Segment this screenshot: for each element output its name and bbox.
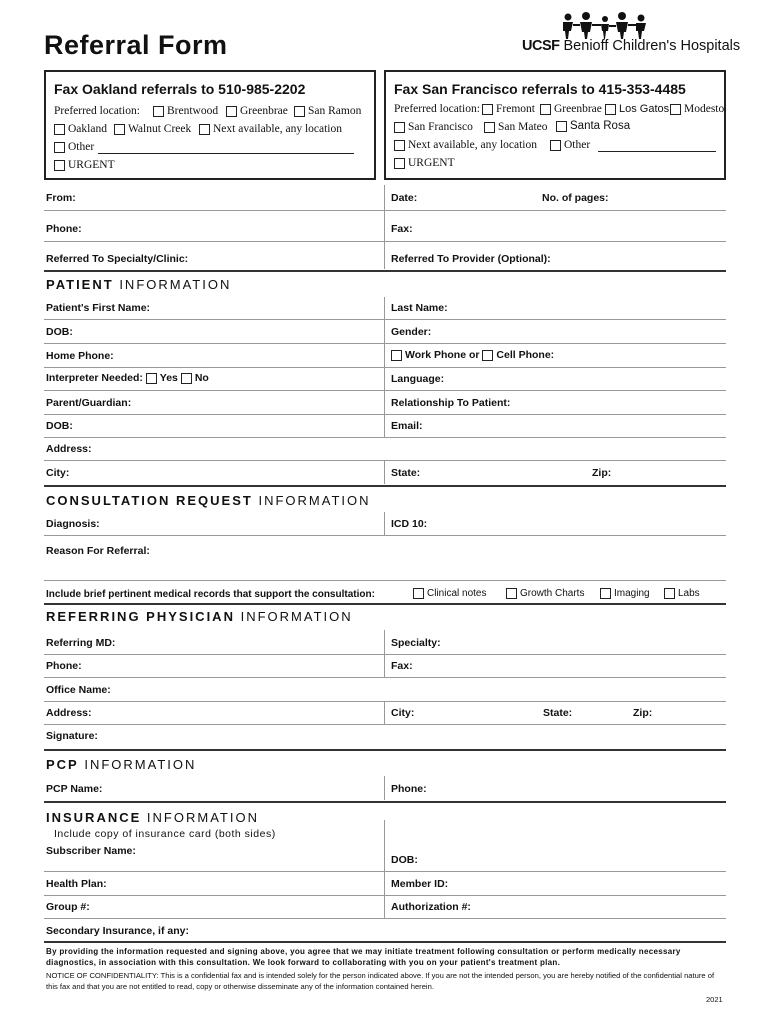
subscriber-dob-field[interactable]: DOB:	[391, 854, 418, 866]
checkbox[interactable]	[550, 140, 561, 151]
section-divider	[44, 801, 726, 803]
sf-option-modesto[interactable]: Modesto	[670, 103, 724, 115]
record-option-labs[interactable]: Labs	[664, 588, 700, 599]
checkbox[interactable]	[484, 122, 495, 133]
checkbox[interactable]	[226, 106, 237, 117]
referral-phone-field[interactable]: Phone:	[46, 223, 82, 235]
divider	[44, 343, 726, 344]
ucsf-wordmark: UCSF	[522, 38, 560, 54]
divider	[44, 724, 726, 725]
work-phone-field[interactable]: Work Phone or Cell Phone:	[391, 349, 554, 361]
checkbox[interactable]	[600, 588, 611, 599]
sf-option-san-francisco[interactable]: San Francisco	[394, 121, 473, 133]
oakland-other-line[interactable]	[98, 153, 354, 154]
record-option-growth-charts[interactable]: Growth Charts	[506, 588, 584, 599]
column-divider	[384, 461, 385, 484]
checkbox[interactable]	[391, 350, 402, 361]
consent-statement: By providing the information requested and signing above, you agree that we may initiate treatment following consultation or perform medically necessary diagnostics, in association with this consultation. We look forward to collaborating with you on your patient's treatment plan.	[46, 947, 681, 967]
patient-dob-field[interactable]: DOB:	[46, 326, 73, 338]
sf-fax-title: Fax San Francisco referrals to 415-353-4485	[394, 81, 686, 97]
group-number-field[interactable]: Group #:	[46, 901, 90, 913]
pcp-phone-field[interactable]: Phone:	[391, 783, 427, 795]
physician-section-heading: REFERRING PHYSICIAN INFORMATION	[46, 609, 353, 624]
column-divider	[384, 702, 385, 724]
icd10-field[interactable]: ICD 10:	[391, 518, 428, 530]
hospital-name-text: Benioff Children's Hospitals	[563, 38, 741, 54]
checkbox[interactable]	[506, 588, 517, 599]
checkbox[interactable]	[394, 122, 405, 133]
patient-state-field[interactable]: State:	[391, 467, 421, 479]
pcp-name-field[interactable]: PCP Name:	[46, 783, 103, 795]
oakland-option-next-available[interactable]: Next available, any location	[199, 123, 342, 135]
oakland-option-oakland[interactable]: Oakland	[54, 123, 107, 135]
checkbox[interactable]	[482, 350, 493, 361]
sf-option-other[interactable]: Other	[550, 139, 590, 151]
oakland-fax-box	[44, 70, 376, 180]
oakland-urgent[interactable]: URGENT	[54, 159, 115, 171]
children-family-icon	[558, 12, 670, 40]
checkbox[interactable]	[482, 104, 493, 115]
oakland-option-other[interactable]: Other	[54, 141, 94, 153]
signature-field[interactable]: Signature:	[46, 730, 98, 742]
sf-urgent[interactable]: URGENT	[394, 157, 455, 169]
reason-field[interactable]: Reason For Referral:	[46, 545, 150, 557]
section-divider	[44, 270, 726, 272]
physician-city-field[interactable]: City:	[391, 707, 415, 719]
sf-option-santa-rosa[interactable]: Santa Rosa	[556, 120, 630, 132]
hospital-logo	[522, 12, 741, 60]
checkbox[interactable]	[54, 124, 65, 135]
patient-zip-field[interactable]: Zip:	[592, 467, 612, 479]
checkbox[interactable]	[605, 104, 616, 115]
patient-city-field[interactable]: City:	[46, 467, 70, 479]
physician-phone-field[interactable]: Phone:	[46, 660, 82, 672]
checkbox[interactable]	[670, 104, 681, 115]
checkbox[interactable]	[394, 158, 405, 169]
divider	[44, 390, 726, 391]
relationship-field[interactable]: Relationship To Patient:	[391, 397, 511, 409]
physician-fax-field[interactable]: Fax:	[391, 660, 413, 672]
home-phone-field[interactable]: Home Phone:	[46, 350, 114, 362]
patient-section-heading: PATIENT INFORMATION	[46, 277, 232, 292]
checkbox[interactable]	[153, 106, 164, 117]
sf-preferred-label: Preferred location:	[394, 103, 480, 115]
checkbox[interactable]	[394, 140, 405, 151]
pages-field[interactable]: No. of pages:	[542, 192, 609, 204]
diagnosis-field[interactable]: Diagnosis:	[46, 518, 100, 530]
section-divider	[44, 485, 726, 487]
email-field[interactable]: Email:	[391, 420, 423, 432]
divider	[44, 580, 726, 581]
sf-option-los-gatos[interactable]: Los Gatos	[605, 103, 669, 115]
divider	[44, 918, 726, 919]
records-field: Include brief pertinent medical records that support the consultation:	[46, 589, 375, 600]
divider	[44, 871, 726, 872]
sf-fax-box	[384, 70, 726, 180]
language-field[interactable]: Language:	[391, 373, 445, 385]
guardian-dob-field[interactable]: DOB:	[46, 420, 73, 432]
subscriber-name-field[interactable]: Subscriber Name:	[46, 845, 136, 857]
member-id-field[interactable]: Member ID:	[391, 878, 449, 890]
sf-option-next-available[interactable]: Next available, any location	[394, 139, 537, 151]
checkbox[interactable]	[664, 588, 675, 599]
divider	[44, 677, 726, 678]
oakland-option-walnut-creek[interactable]: Walnut Creek	[114, 123, 191, 135]
checkbox[interactable]	[54, 142, 65, 153]
divider	[44, 535, 726, 536]
checkbox[interactable]	[146, 373, 157, 384]
interpreter-field[interactable]: Interpreter Needed: Yes No	[46, 372, 209, 384]
health-plan-field[interactable]: Health Plan:	[46, 878, 107, 890]
oakland-option-greenbrae[interactable]: Greenbrae	[226, 105, 288, 117]
hospital-name	[522, 38, 740, 54]
column-divider	[384, 776, 385, 800]
checkbox[interactable]	[556, 121, 567, 132]
checkbox[interactable]	[199, 124, 210, 135]
record-option-clinical-notes[interactable]: Clinical notes	[413, 588, 486, 599]
divider	[44, 701, 726, 702]
divider	[44, 241, 726, 242]
divider	[44, 414, 726, 415]
referral-fax-field[interactable]: Fax:	[391, 223, 413, 235]
checkbox[interactable]	[181, 373, 192, 384]
patient-first-name-field[interactable]: Patient's First Name:	[46, 302, 151, 314]
patient-address-field[interactable]: Address:	[46, 443, 92, 455]
from-field[interactable]: From:	[46, 192, 76, 204]
column-divider	[384, 512, 385, 535]
section-divider	[44, 749, 726, 751]
checkbox[interactable]	[540, 104, 551, 115]
checkbox[interactable]	[413, 588, 424, 599]
divider	[44, 895, 726, 896]
physician-state-field[interactable]: State:	[543, 707, 573, 719]
sf-option-fremont[interactable]: Fremont	[482, 103, 535, 115]
column-divider	[384, 630, 385, 678]
column-divider	[384, 297, 385, 437]
insurance-section-heading: INSURANCE INFORMATION	[46, 810, 259, 825]
checkbox[interactable]	[114, 124, 125, 135]
insurance-card-note: Include copy of insurance card (both sides)	[54, 828, 276, 840]
sf-other-line[interactable]	[598, 151, 716, 152]
section-divider	[44, 941, 726, 943]
oakland-preferred-label: Preferred location:	[54, 105, 140, 117]
record-option-imaging[interactable]: Imaging	[600, 588, 650, 599]
confidentiality-notice: NOTICE OF CONFIDENTIALITY: This is a confidential fax and is intended solely for the person indicated above. If you are not the intended person, you are hereby notified of the confidential nature of this fax and that you are not entitled to read, copy or otherwise disseminate any of the information contained herein.	[46, 971, 715, 991]
divider	[44, 460, 726, 461]
divider	[44, 367, 726, 368]
column-divider	[384, 185, 385, 269]
section-divider	[44, 603, 726, 605]
column-divider	[384, 820, 385, 918]
divider	[44, 437, 726, 438]
sf-option-greenbrae[interactable]: Greenbrae	[540, 103, 602, 115]
physician-zip-field[interactable]: Zip:	[633, 707, 653, 719]
divider	[44, 654, 726, 655]
consultation-section-heading: CONSULTATION REQUEST INFORMATION	[46, 493, 371, 508]
page-title: Referral Form	[44, 30, 228, 60]
patient-gender-field[interactable]: Gender:	[391, 326, 432, 338]
physician-specialty-field[interactable]: Specialty:	[391, 637, 441, 649]
checkbox[interactable]	[54, 160, 65, 171]
checkbox[interactable]	[294, 106, 305, 117]
date-field[interactable]: Date:	[391, 192, 418, 204]
oakland-fax-title: Fax Oakland referrals to 510-985-2202	[54, 81, 306, 97]
provider-field[interactable]: Referred To Provider (Optional):	[391, 253, 551, 265]
oakland-option-brentwood[interactable]: Brentwood	[153, 105, 218, 117]
specialty-clinic-field[interactable]: Referred To Specialty/Clinic:	[46, 253, 189, 265]
sf-option-san-mateo[interactable]: San Mateo	[484, 121, 548, 133]
secondary-insurance-field[interactable]: Secondary Insurance, if any:	[46, 925, 189, 937]
form-year: 2021	[706, 995, 723, 1004]
oakland-option-san-ramon[interactable]: San Ramon	[294, 105, 361, 117]
authorization-field[interactable]: Authorization #:	[391, 901, 471, 913]
divider	[44, 210, 726, 211]
patient-last-name-field[interactable]: Last Name:	[391, 302, 448, 314]
office-name-field[interactable]: Office Name:	[46, 684, 111, 696]
divider	[44, 319, 726, 320]
guardian-field[interactable]: Parent/Guardian:	[46, 397, 132, 409]
physician-address-field[interactable]: Address:	[46, 707, 92, 719]
pcp-section-heading: PCP INFORMATION	[46, 757, 197, 772]
referring-md-field[interactable]: Referring MD:	[46, 637, 116, 649]
